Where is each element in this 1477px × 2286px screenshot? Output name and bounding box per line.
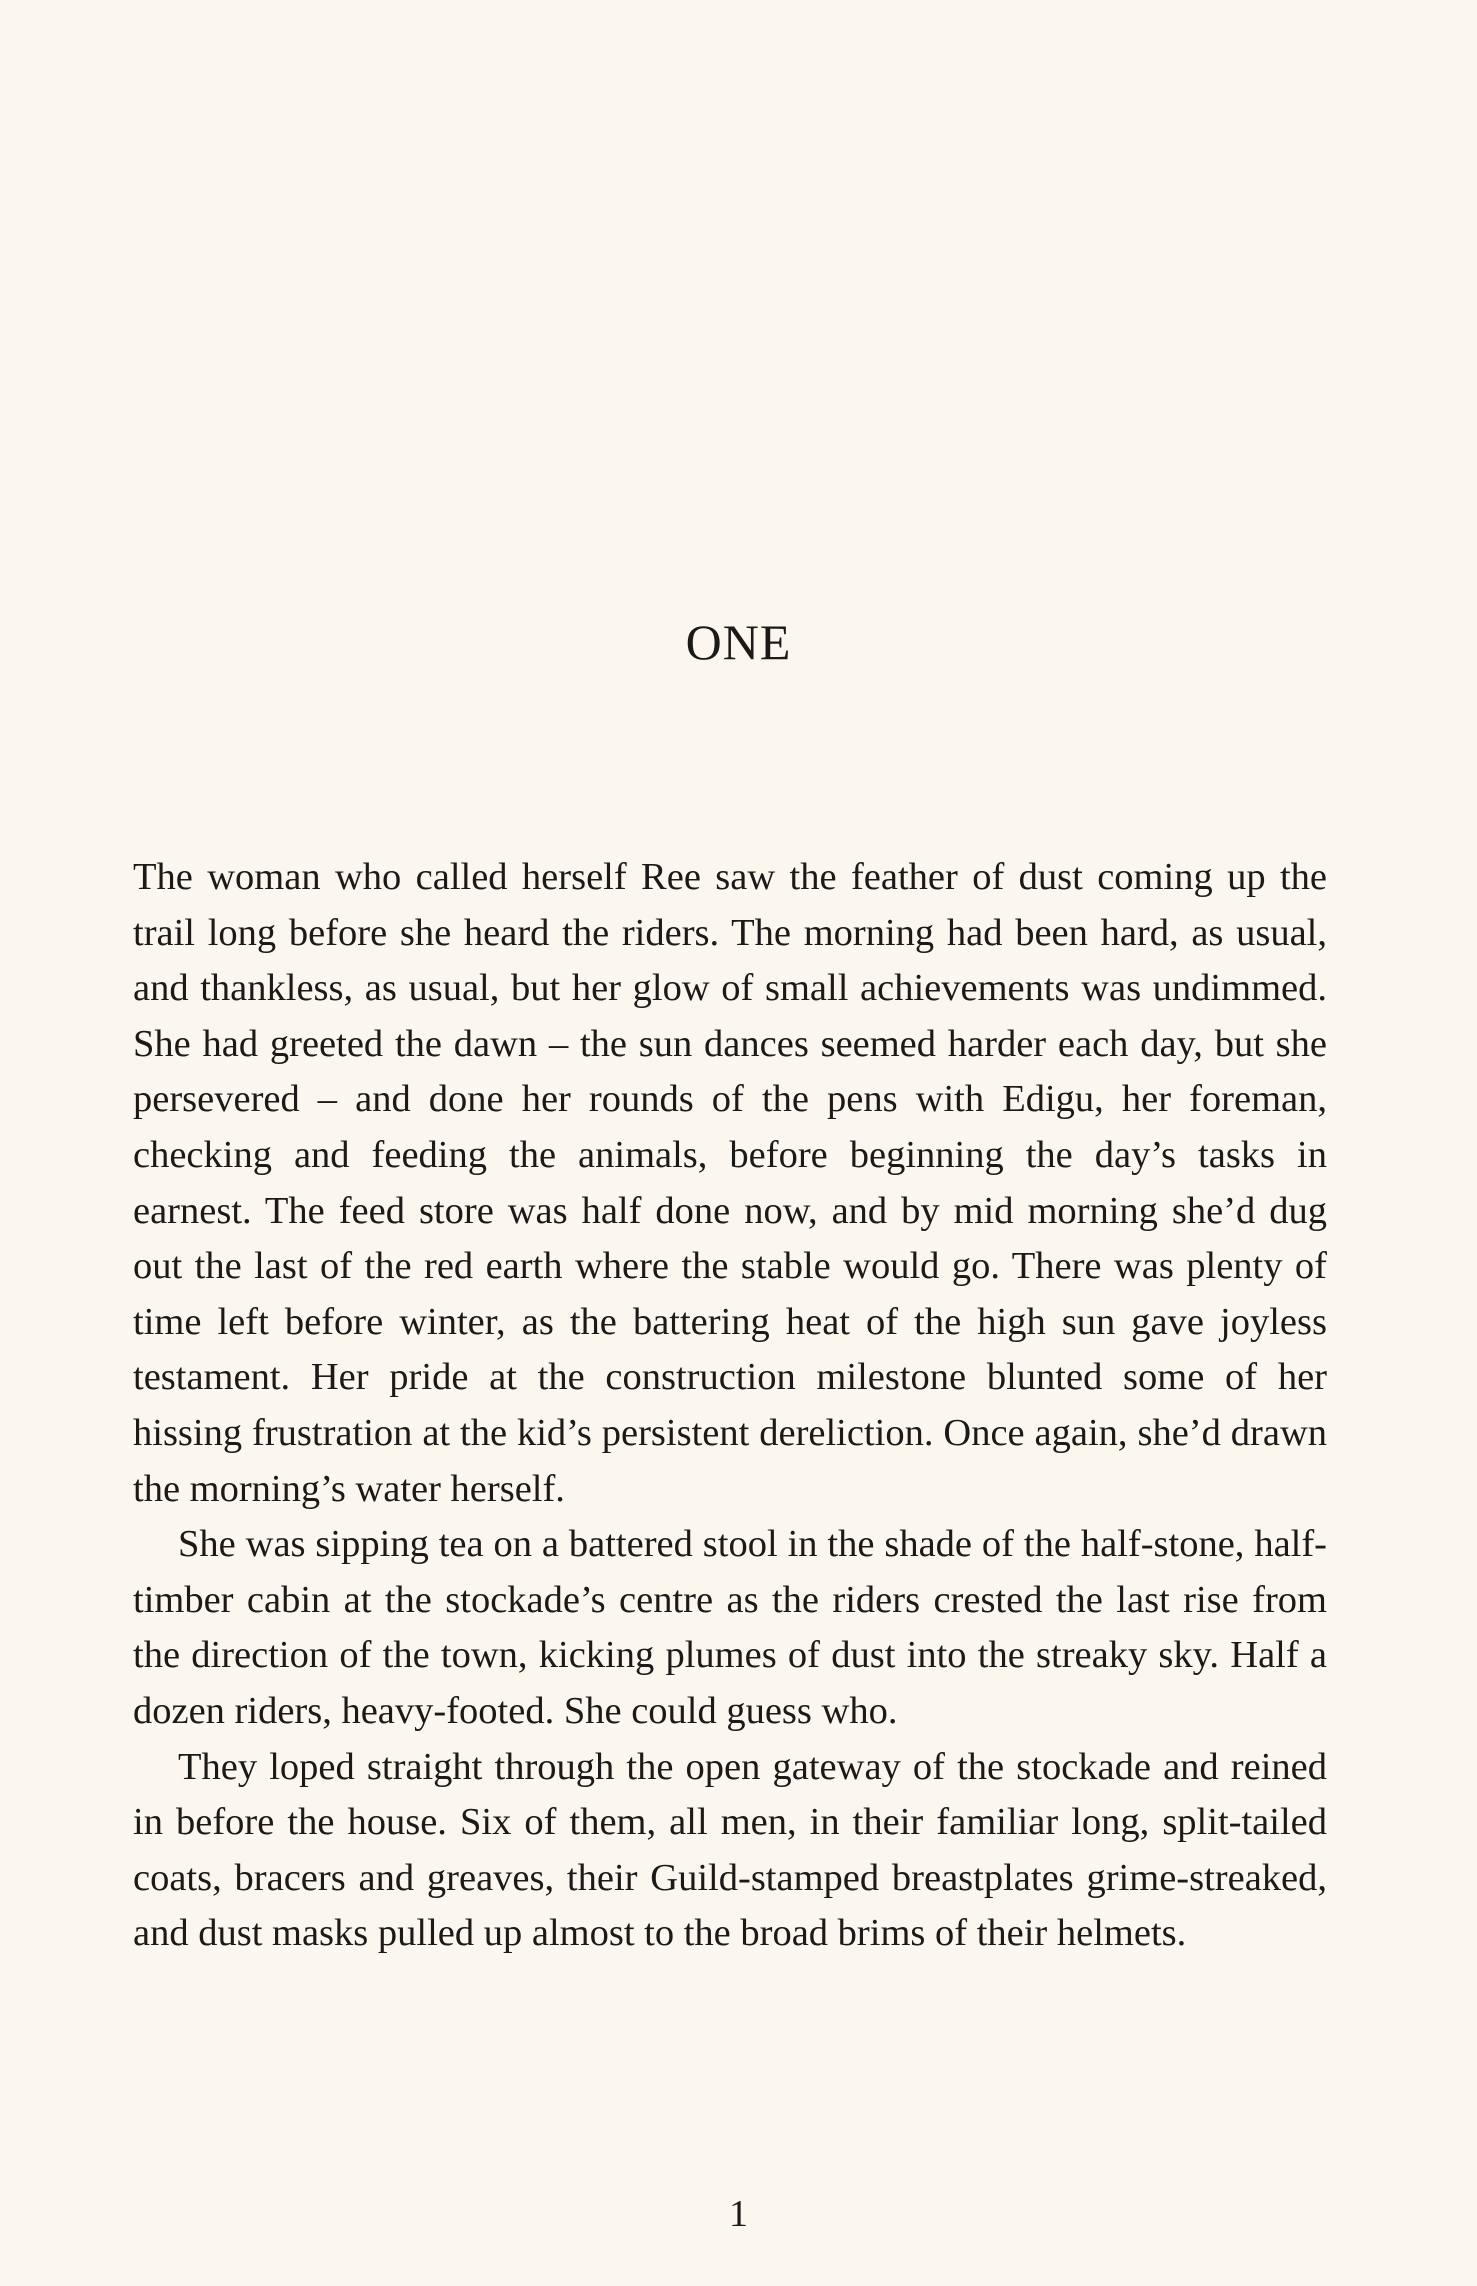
paragraph: They loped straight through the open gateway of the stockade and reined in before the house. Six of them, all men, in their familiar long, split-tailed coats, bracers and greaves, their Guild-stamped breastplates grime-streaked, and dust masks pulled up almost to the broad brims of their helmets.	[133, 1745, 1327, 1955]
chapter-title: ONE	[685, 614, 792, 670]
page-number: 1	[729, 2193, 748, 2235]
chapter-body	[133, 850, 1327, 1962]
paragraph: The woman who called herself Ree saw the feather of dust coming up the trail long before she heard the riders. The morning had been hard, as usual, and thankless, as usual, but her glow of small achievements was undimmed. She had greeted the dawn – the sun dances seemed harder each day, but she persevered – and done her rounds of the pens with Edigu, her foreman, checking and feeding the animals, before beginning the day’s tasks in earnest. The feed store was half done now, and by mid morning she’d dug out the last of the red earth where the stable would go. There was plenty of time left before winter, as the battering heat of the high sun gave joyless testament. Her pride at the construction milestone blunted some of her hissing frustration at the kid’s persistent dereliction. Once again, she’d drawn the morning’s water herself.	[133, 856, 1327, 1510]
paragraph: She was sipping tea on a battered stool in the shade of the half-stone, half-timber cabin at the stockade’s centre as the riders crested the last rise from the direction of the town, kicking plumes of dust into the streaky sky. Half a dozen riders, heavy-footed. She could guess who.	[133, 1523, 1327, 1732]
